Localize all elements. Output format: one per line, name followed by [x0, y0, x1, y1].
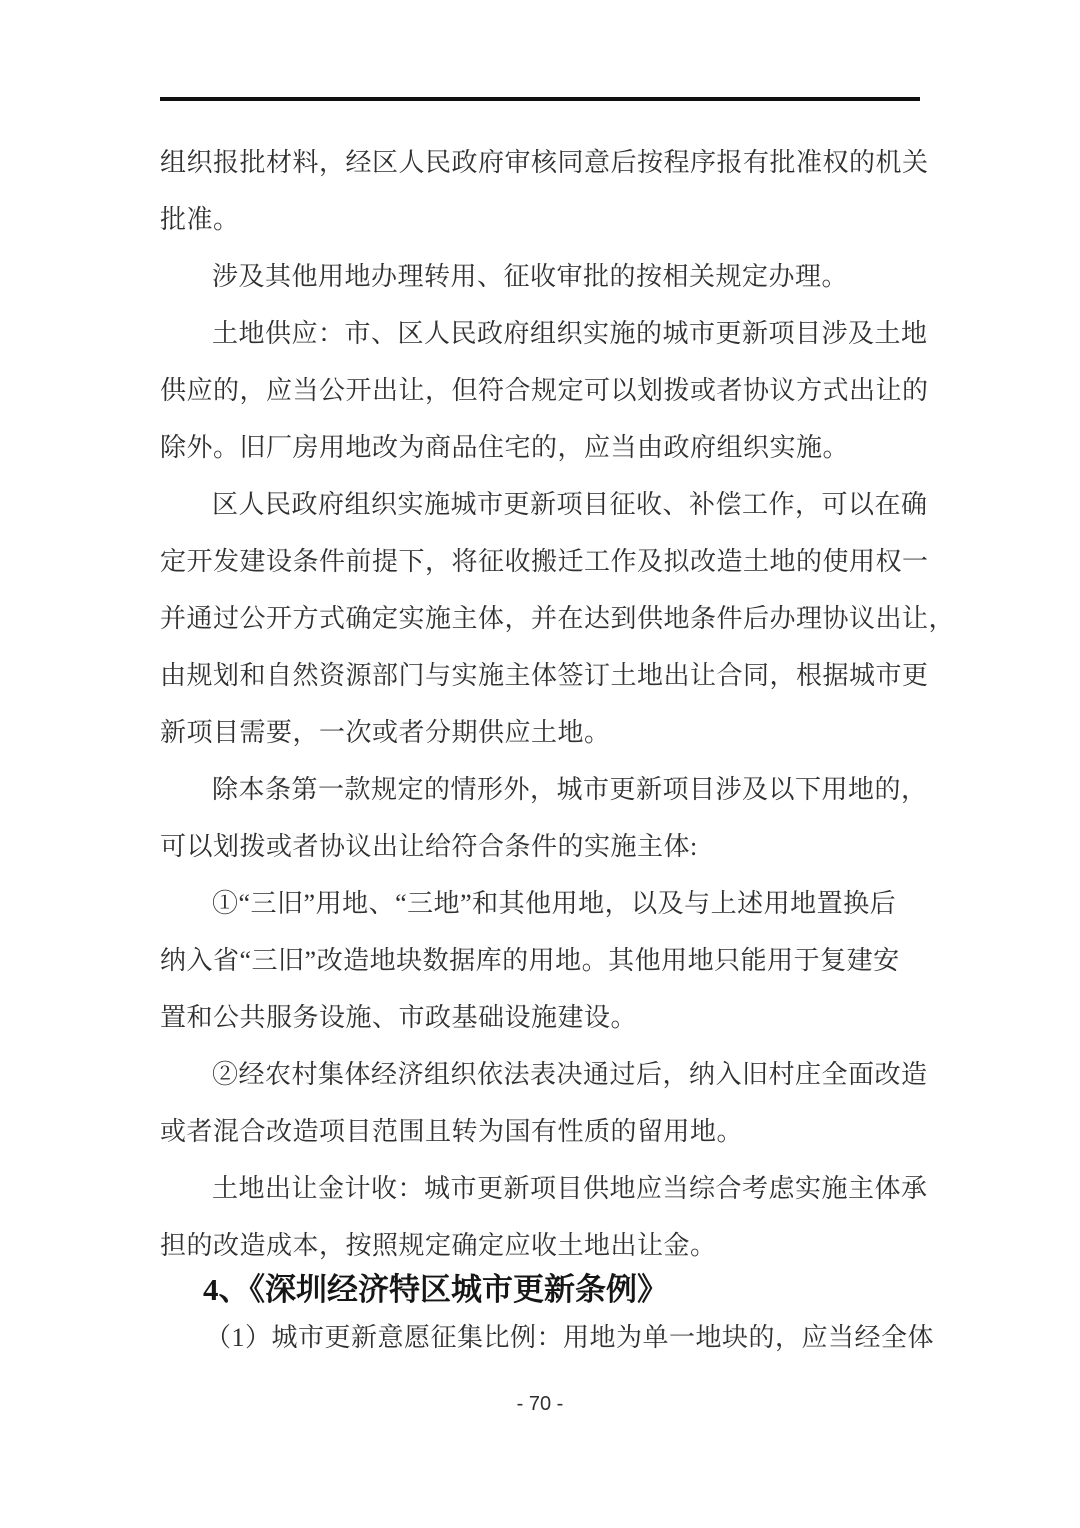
body-line: 纳入省“三旧”改造地块数据库的用地。其他用地只能用于复建安	[160, 946, 900, 975]
body-line: 除本条第一款规定的情形外，城市更新项目涉及以下用地的，	[212, 775, 928, 804]
body-line: 新项目需要，一次或者分期供应土地。	[160, 718, 611, 747]
body-line: 涉及其他用地办理转用、征收审批的按相关规定办理。	[212, 262, 849, 291]
body-line: 区人民政府组织实施城市更新项目征收、补偿工作，可以在确	[212, 490, 928, 519]
section-heading: 4、《深圳经济特区城市更新条例》	[203, 1272, 668, 1307]
body-line: 可以划拨或者协议出让给符合条件的实施主体:	[160, 832, 698, 861]
body-line: 组织报批材料，经区人民政府审核同意后按程序报有批准权的机关	[160, 148, 929, 177]
body-line: 除外。旧厂房用地改为商品住宅的，应当由政府组织实施。	[160, 433, 850, 462]
body-line: 由规划和自然资源部门与实施主体签订土地出让合同，根据城市更	[160, 661, 929, 690]
body-line: 担的改造成本，按照规定确定应收土地出让金。	[160, 1231, 717, 1260]
body-line: （1）城市更新意愿征集比例：用地为单一地块的，应当经全体	[205, 1323, 935, 1352]
body-line: 供应的，应当公开出让，但符合规定可以划拨或者协议方式出让的	[160, 376, 929, 405]
body-line: 土地供应：市、区人民政府组织实施的城市更新项目涉及土地	[212, 319, 928, 348]
document-body	[160, 134, 956, 1362]
body-line: ①“三旧”用地、“三地”和其他用地，以及与上述用地置换后	[212, 889, 897, 918]
header-rule	[160, 97, 920, 101]
body-line: 置和公共服务设施、市政基础设施建设。	[160, 1003, 638, 1032]
page-number: - 70 -	[516, 1393, 564, 1415]
body-line: ②经农村集体经济组织依法表决通过后，纳入旧村庄全面改造	[212, 1060, 928, 1089]
body-line: 土地出让金计收：城市更新项目供地应当综合考虑实施主体承	[212, 1174, 928, 1203]
body-line: 定开发建设条件前提下，将征收搬迁工作及拟改造土地的使用权一	[160, 547, 929, 576]
body-line: 批准。	[160, 205, 240, 234]
body-line: 或者混合改造项目范围且转为国有性质的留用地。	[160, 1117, 744, 1146]
body-line: 并通过公开方式确定实施主体，并在达到供地条件后办理协议出让，	[160, 604, 956, 633]
